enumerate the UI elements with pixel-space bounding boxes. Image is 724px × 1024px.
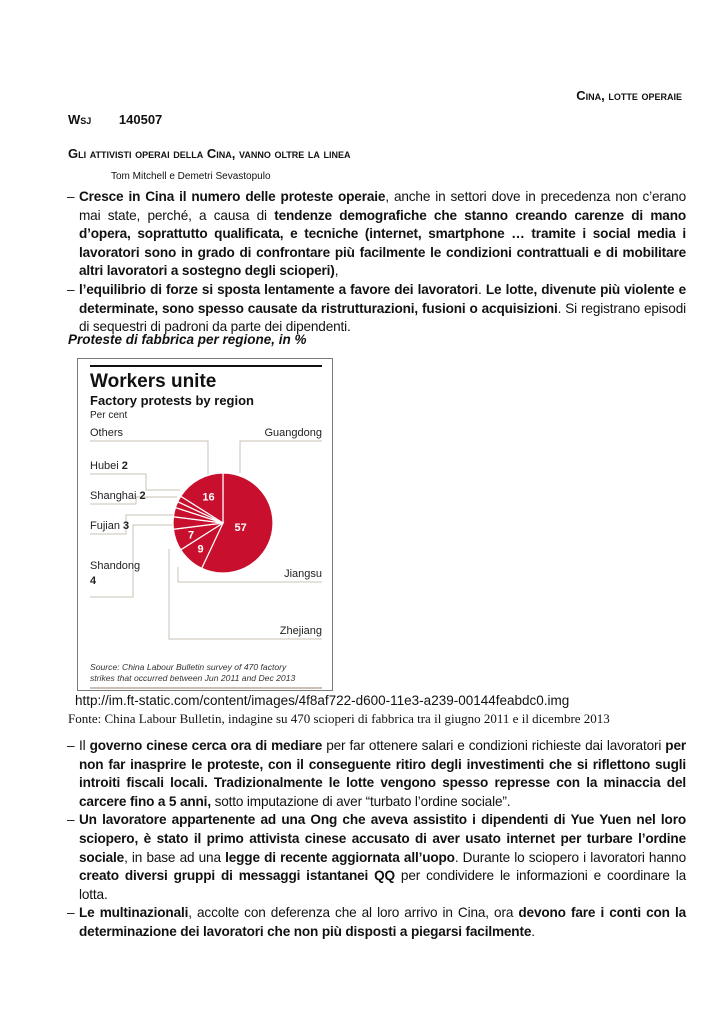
pie-slice-value: 57 xyxy=(234,521,247,534)
article-code: 140507 xyxy=(118,112,163,127)
chart-title: Workers unite xyxy=(90,371,217,392)
pie-label-fujian xyxy=(90,520,129,532)
bold-text: legge di recente aggiornata all’uopo xyxy=(225,849,455,865)
pie-label-hubei xyxy=(90,460,128,472)
pie-label-value: 3 xyxy=(119,520,130,532)
pie-slice-value: 9 xyxy=(197,543,204,556)
pie-slices xyxy=(173,473,273,573)
text: , xyxy=(334,263,339,279)
text: per condividere le informazioni e coordinare la lotta. xyxy=(79,868,686,902)
section-tag: Cina, lotte operaie xyxy=(576,88,682,103)
pie-label-value: 2 xyxy=(136,490,146,502)
pie-label-zhejiang xyxy=(280,625,322,637)
leader-line-guangdong xyxy=(240,441,322,473)
pie-slice-value: 7 xyxy=(187,529,195,542)
pie-label-name: Hubei xyxy=(90,460,119,472)
bold-text: Un lavoratore appartenente ad una Ong che aveva assistito i dipendenti di Yue Yuen nel loro sciopero, è stato il primo attivista cinese accusato di aver usato internet per turbare l’ordine sociale xyxy=(79,812,686,865)
bold-text: Le multinazionali xyxy=(79,905,189,921)
bullet-item xyxy=(68,811,686,904)
chart-caption: Proteste di fabbrica per regione, in % xyxy=(68,332,307,347)
pie-chart xyxy=(78,359,334,692)
bullet-item xyxy=(68,188,686,281)
bold-text: per non far inasprire le proteste, con il conseguente ritiro degli investimenti che si riflettono sugli introiti fiscali locali. Tradizionalmente le lotte vengono spesso represse con la minaccia del carcere fino a 5 anni, xyxy=(79,738,687,809)
text: , in base ad una xyxy=(124,849,226,865)
bold-text: l’equilibrio di forze si sposta lentamente a favore dei lavoratori xyxy=(79,281,479,297)
bold-text: creato diversi gruppi di messaggi istantanei QQ xyxy=(79,868,395,884)
chart-subtitle: Factory protests by region xyxy=(90,393,254,408)
article-title: Gli attivisti operai della Cina, vanno oltre la linea xyxy=(68,146,351,161)
pie-label-name: Shanghai xyxy=(90,490,137,502)
authors: Tom Mitchell e Demetri Sevastopulo xyxy=(111,171,271,182)
pie-label-jiangsu xyxy=(284,568,322,580)
bullet-list-analysis xyxy=(68,737,686,942)
pie-label-name: Fujian xyxy=(90,520,120,532)
text: . xyxy=(531,923,535,939)
text: . Si registrano episodi di sequestri di padroni da parte dei dipendenti. xyxy=(79,300,686,335)
text: . Durante lo sciopero i lavoratori hanno xyxy=(454,849,686,865)
text: sotto imputazione di aver “turbato l’ordine sociale”. xyxy=(210,793,511,809)
source-line xyxy=(68,112,162,127)
bold-text: governo cinese cerca ora di mediare xyxy=(89,738,323,753)
pie-label-name: Others xyxy=(90,427,124,439)
pie-label-value: 2 xyxy=(118,460,128,472)
pie-label-guangdong xyxy=(265,427,323,439)
chart-figure xyxy=(77,358,333,691)
chart-source-line-2: strikes that occurred between Jun 2011 and Dec 2013 xyxy=(90,673,296,683)
bold-text: Le lotte, divenute più violente e determinate, sono spesso causate da ristrutturazioni, fusioni o acquisizioni xyxy=(79,281,686,316)
pie-label-shanghai xyxy=(90,490,146,502)
bullet-list-intro xyxy=(68,188,686,337)
pie-label-name: Zhejiang xyxy=(279,625,322,637)
leader-line-hubei xyxy=(90,474,180,490)
source-name: Wsj xyxy=(68,112,92,127)
chart-source-line-1: Source: China Labour Bulletin survey of 470 factory xyxy=(90,662,287,672)
image-source-url[interactable]: http://im.ft-static.com/content/images/4f8af722-d600-11e3-a239-00144feabdc0.img xyxy=(75,693,570,708)
bullet-item xyxy=(68,904,686,941)
text: , anche in settori dove in precedenza non c’erano mai state, perché, a causa di xyxy=(79,189,686,223)
chart-unit: Per cent xyxy=(90,410,128,421)
pie-label-others xyxy=(90,427,124,439)
pie-label-name: Guangdong xyxy=(264,427,322,439)
bold-text: Cresce in Cina il numero delle proteste operaie xyxy=(79,189,386,204)
text: Il xyxy=(79,738,90,753)
text: per far ottenere salari e condizioni richieste dai lavoratori xyxy=(322,738,666,753)
source-note: Fonte: China Labour Bulletin, indagine su 470 scioperi di fabbrica tra il giugno 2011 e il dicembre 2013 xyxy=(68,711,610,726)
pie-label-name: Shandong xyxy=(90,560,141,572)
bold-text: tendenze demografiche che stanno creando carenze di mano d’opera, soprattutto qualificata, e tecniche (internet, smartphone … tramite i social media i lavoratori sono in grado di confrontare più facilmente le condizioni contrattuali e di mobilitare altri lavoratori a sostegno degli scioperi) xyxy=(79,207,686,279)
pie-label-name: Jiangsu xyxy=(284,568,322,580)
bullet-item xyxy=(68,281,686,337)
bold-text: devono fare i conti con la determinazione dei lavoratori che non più disposti a piegarsi facilmente xyxy=(79,905,686,939)
bullet-item xyxy=(68,737,686,811)
text: , accolte con deferenza che al loro arrivo in Cina, ora xyxy=(188,905,519,921)
text: . xyxy=(478,281,486,297)
pie-label-value: 4 xyxy=(90,575,97,587)
pie-slice-value: 16 xyxy=(202,491,215,504)
